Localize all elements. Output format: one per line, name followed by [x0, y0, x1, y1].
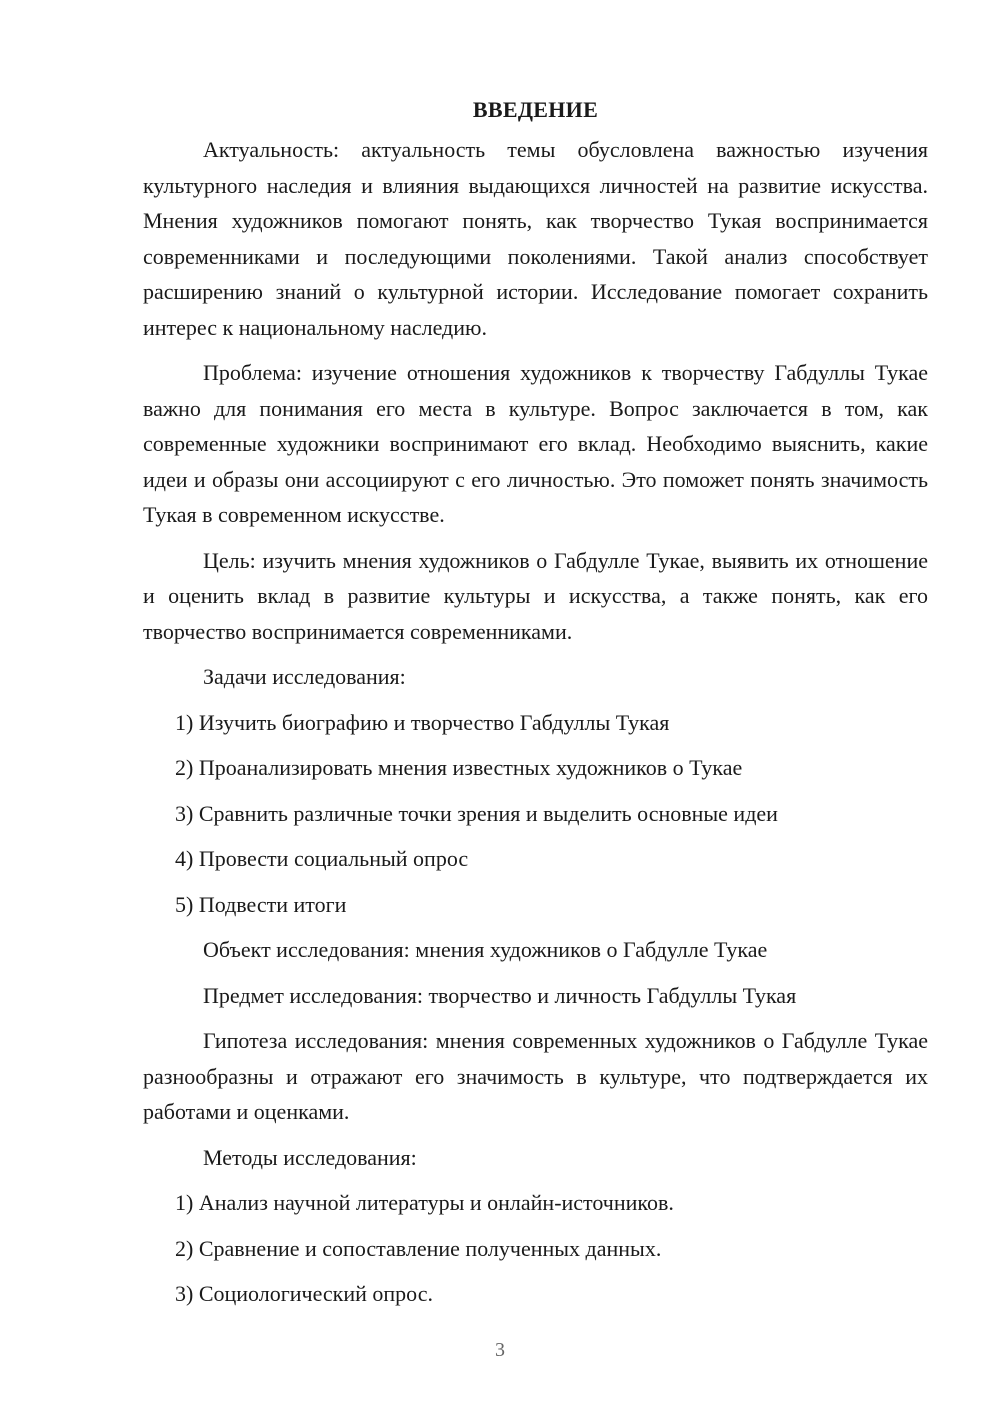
list-item: 1) Анализ научной литературы и онлайн-источников. [175, 1190, 674, 1215]
research-subject: Предмет исследования: творчество и личность Габдуллы Тукая [203, 982, 797, 1008]
list-item: 3) Сравнить различные точки зрения и выделить основные идеи [175, 800, 778, 826]
page-title: ВВЕДЕНИЕ [472, 97, 599, 122]
hypothesis-paragraph: Гипотеза исследования: мнения современных художников о Габдулле Тукае разнообразны и отражают его значимость в культуре, что подтверждается их работами и оценками. [143, 1028, 928, 1124]
methods-heading: Методы исследования: [203, 1144, 417, 1170]
tasks-heading: Задачи исследования: [203, 664, 406, 689]
tasks-list [143, 705, 928, 923]
relevance-paragraph: Актуальность: актуальность темы обусловлена важностью изучения культурного наследия и влияния выдающихся личностей на развитие искусства. Мнения художников помогают понять, как творчество Тукая воспринимается современниками и последующими поколениями. Такой анализ способствует расширению знаний о культурной истории. Исследование помогает сохранить интерес к национальному наследию. [143, 137, 928, 340]
list-item: 1) Изучить биографию и творчество Габдуллы Тукая [175, 709, 670, 735]
document-page [143, 92, 928, 1322]
page-number: 3 [495, 1339, 505, 1361]
list-item: 2) Сравнение и сопоставление полученных данных. [175, 1235, 662, 1261]
list-item: 2) Проанализировать мнения известных художников о Тукае [175, 755, 743, 780]
problem-paragraph: Проблема: изучение отношения художников к творчеству Габдуллы Тукае важно для понимания его места в культуре. Вопрос заключается в том, как современные художники воспринимают его вклад. Необходимо выяснить, какие идеи и образы они ассоциируют с его личностью. Это поможет понять значимость Тукая в современном искусстве. [143, 360, 928, 527]
list-item: 3) Социологический опрос. [175, 1281, 433, 1306]
goal-paragraph: Цель: изучить мнения художников о Габдулле Тукае, выявить их отношение и оценить вклад в развитие культуры и искусства, а также понять, как его творчество воспринимается современниками. [143, 547, 928, 644]
methods-list [143, 1185, 928, 1312]
research-object: Объект исследования: мнения художников о Габдулле Тукае [203, 937, 768, 962]
list-item: 4) Провести социальный опрос [175, 846, 469, 871]
list-item: 5) Подвести итоги [175, 891, 347, 917]
